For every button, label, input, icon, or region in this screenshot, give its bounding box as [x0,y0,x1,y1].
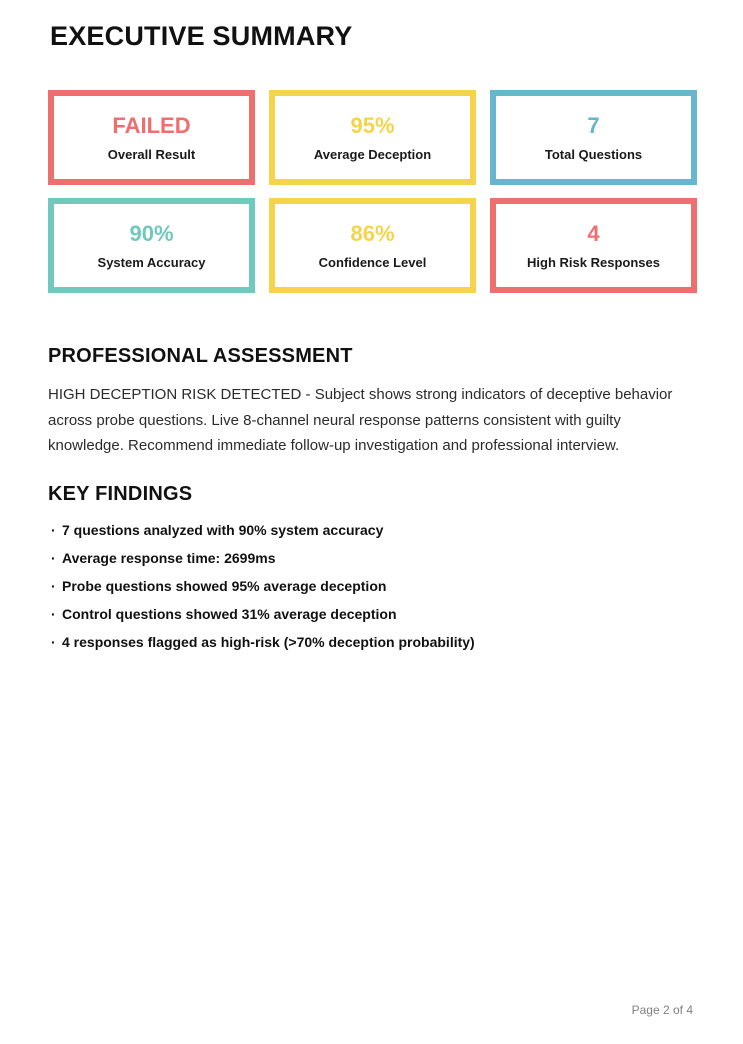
stat-label: System Accuracy [97,254,206,270]
stat-card-overall-result [48,90,255,185]
stat-label: Overall Result [107,146,196,162]
section-heading-key-findings: KEY FINDINGS [48,482,193,505]
stat-card-high-risk-responses [490,198,697,293]
key-finding-item: · Probe questions showed 95% average deception [62,579,697,593]
key-finding-item: · Control questions showed 31% average deception [62,607,697,621]
key-findings-list [48,523,697,649]
stat-card-system-accuracy [48,198,255,293]
stat-card-confidence-level [269,198,476,293]
summary-stat-cards [48,90,697,293]
stat-label: Confidence Level [318,254,427,270]
stat-label: Total Questions [544,146,643,162]
key-finding-item: · 4 responses flagged as high-risk (>70% deception probability) [62,635,697,649]
key-finding-item: · 7 questions analyzed with 90% system accuracy [62,523,697,537]
stat-value: FAILED [112,112,191,138]
professional-assessment-body: HIGH DECEPTION RISK DETECTED - Subject shows strong indicators of deceptive behavior across probe questions. Live 8-channel neural response patterns consistent with guilty knowledge. Recommend immediate follow-up investigation and professional interview. [48,386,673,454]
page-number: Page 2 of 4 [631,1003,693,1017]
section-heading-professional-assessment: PROFESSIONAL ASSESSMENT [48,345,353,367]
stat-value: 4 [587,220,600,246]
key-finding-item: · Average response time: 2699ms [62,551,697,565]
stat-label: High Risk Responses [527,254,660,270]
stat-value: 86% [350,220,395,246]
stat-label: Average Deception [313,146,432,162]
stat-card-total-questions [490,90,697,185]
stat-card-average-deception [269,90,476,185]
stat-value: 95% [350,112,395,138]
stat-value: 90% [129,220,174,246]
page-title: EXECUTIVE SUMMARY [50,21,353,51]
stat-value: 7 [587,112,600,138]
